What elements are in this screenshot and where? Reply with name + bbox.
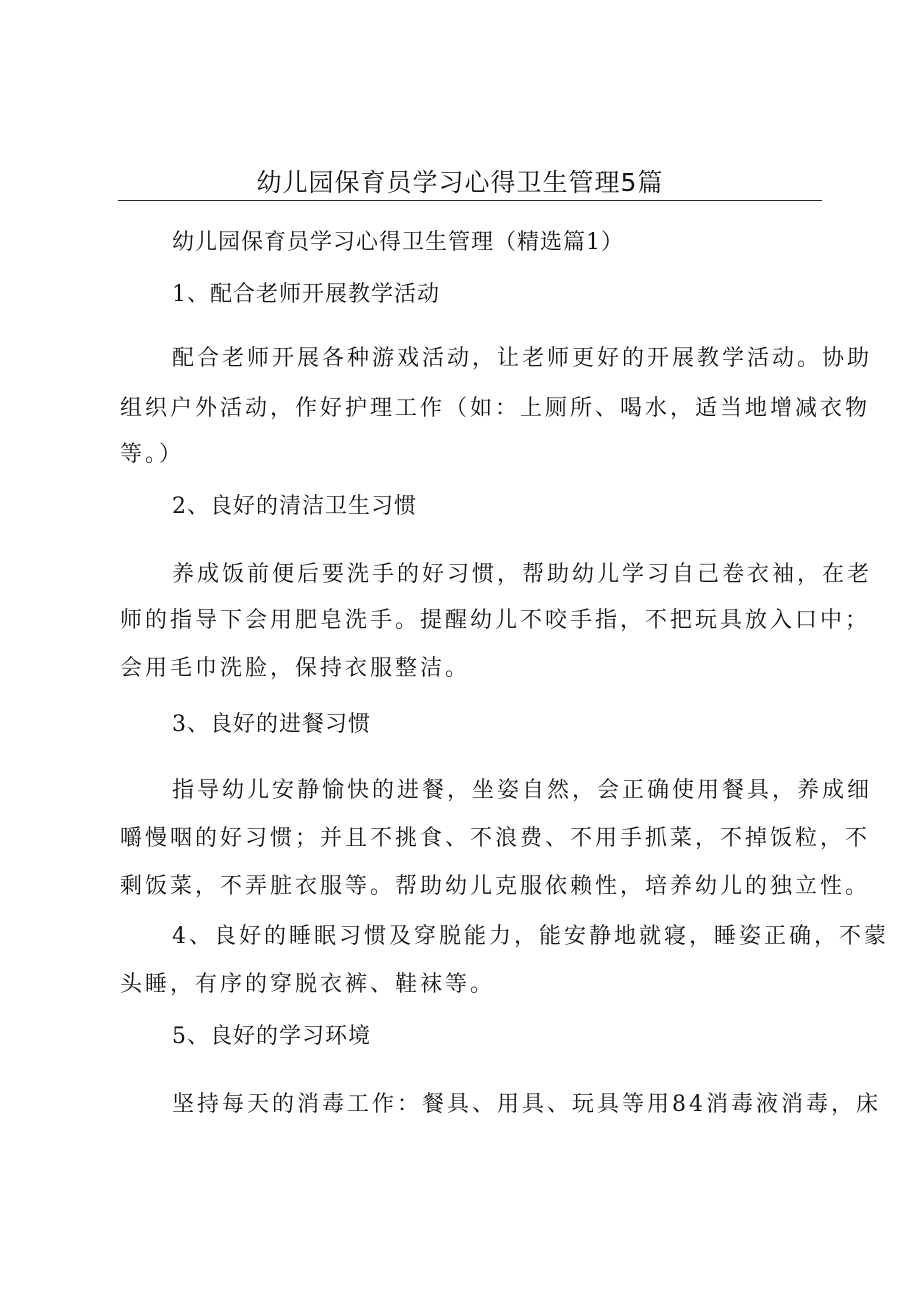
section-1-heading: 1、配合老师开展教学活动 [172, 282, 440, 307]
document-title: 幼儿园保育员学习心得卫生管理5篇 [256, 168, 664, 197]
section-2-heading: 2、良好的清洁卫生习惯 [172, 494, 417, 519]
section-2-line-1: 养成饭前便后要洗手的好习惯，帮助幼儿学习自己卷衣袖，在老 [172, 562, 873, 587]
section-4-line-2: 头睡，有序的穿脱衣裤、鞋袜等。 [120, 972, 496, 997]
section-1-line-2: 组织户外活动，作好护理工作（如：上厕所、喝水，适当地增减衣物 [120, 396, 871, 421]
section-1-line-3: 等。） [120, 442, 185, 467]
section-3-heading: 3、良好的进餐习惯 [172, 712, 371, 737]
section-5-heading: 5、良好的学习环境 [172, 1024, 371, 1049]
section-2-line-3: 会用毛巾洗脸，保持衣服整洁。 [120, 656, 471, 681]
section-1-line-1: 配合老师开展各种游戏活动，让老师更好的开展教学活动。协助 [172, 346, 873, 371]
subtitle: 幼儿园保育员学习心得卫生管理（精选篇1） [172, 230, 624, 255]
section-5-line-1: 坚持每天的消毒工作：餐具、用具、玩具等用84消毒液消毒，床 [172, 1092, 881, 1117]
section-3-line-1: 指导幼儿安静愉快的进餐，坐姿自然，会正确使用餐具，养成细 [172, 778, 873, 803]
section-3-line-3: 剩饭菜，不弄脏衣服等。帮助幼儿克服依赖性，培养幼儿的独立性。 [120, 874, 871, 899]
section-4-line-1: 4、良好的睡眠习惯及穿脱能力，能安静地就寝，睡姿正确，不蒙 [172, 924, 889, 949]
section-2-line-2: 师的指导下会用肥皂洗手。提醒幼儿不咬手指，不把玩具放入口中； [120, 608, 871, 633]
title-divider [118, 200, 822, 201]
section-3-line-2: 嚼慢咽的好习惯；并且不挑食、不浪费、不用手抓菜，不掉饭粒，不 [120, 826, 871, 851]
